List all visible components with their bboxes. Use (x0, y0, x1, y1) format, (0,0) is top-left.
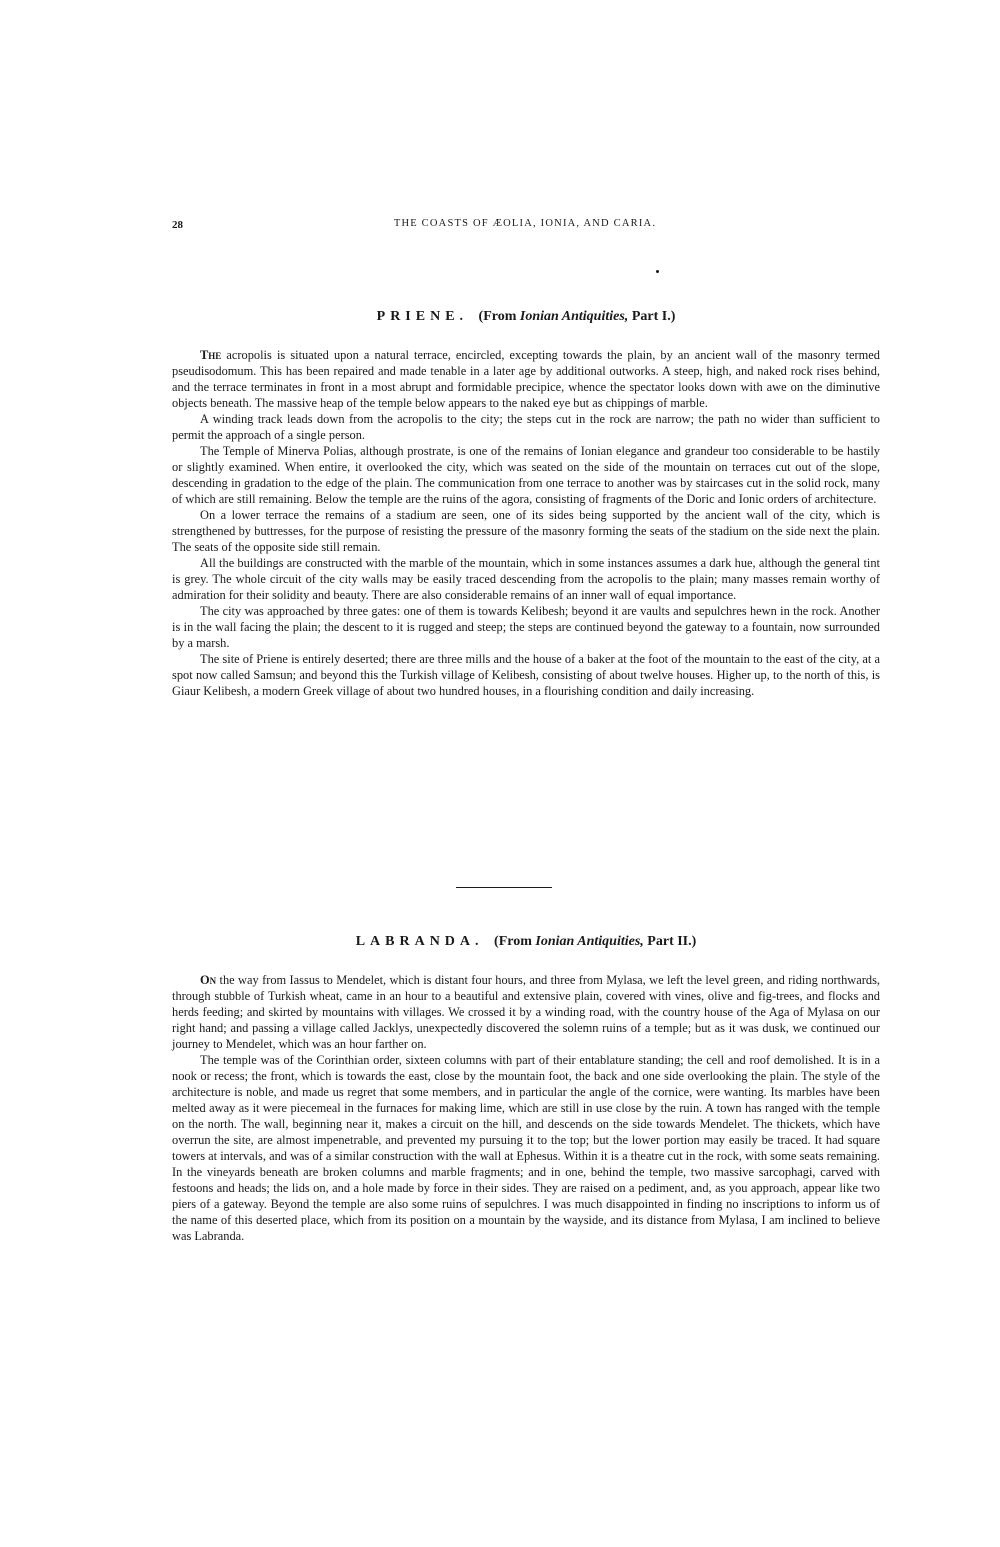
labranda-title (172, 934, 880, 950)
priene-paragraph-3: The Temple of Minerva Polias, although prostrate, is one of the remains of Ionian elegance and grandeur too considerable to be hastily or slightly examined. When entire, it overlooked the city, which was seated on the side of the mountain on terraces cut out of the slope, descending in gradation to the edge of the plain. The communication from one terrace to another was by staircases cut in the solid rock, many of which are still remaining. Below the temple are the ruins of the agora, consisting of fragments of the Doric and Ionic orders of architecture. (172, 444, 880, 506)
priene-section (172, 309, 880, 699)
ornament-dot (656, 270, 659, 273)
page-number: 28 (172, 219, 183, 231)
running-head: THE COASTS OF ÆOLIA, IONIA, AND CARIA. (393, 218, 657, 229)
labranda-section (172, 934, 880, 1244)
priene-title-part: Part I.) (631, 309, 676, 324)
priene-title (172, 309, 880, 325)
priene-paragraph-4: On a lower terrace the remains of a stadium are seen, one of its sides being supported by the ancient wall of the city, which is strengthened by buttresses, for the purpose of resisting the pressure of the masonry forming the seats of the stadium on the side next the plain. The seats of the opposite side still remain. (172, 508, 880, 554)
priene-paragraph-1-lead: The (200, 348, 222, 362)
labranda-title-from: (From (494, 934, 532, 949)
labranda-title-part: Part II.) (647, 934, 697, 949)
labranda-title-source: Ionian Antiquities, (535, 934, 644, 949)
priene-title-source: Ionian Antiquities, (519, 309, 629, 324)
priene-paragraph-6: The city was approached by three gates: one of them is towards Kelibesh; beyond it are vaults and sepulchres hewn in the rock. Another is in the wall facing the plain; the descent to it is rugged and steep; the steps are continued beyond the gateway to a fountain, now surrounded by a marsh. (172, 604, 880, 650)
priene-title-name: PRIENE. (376, 309, 469, 324)
labranda-title-name: LABRANDA. (355, 934, 484, 949)
section-divider (456, 887, 552, 888)
priene-title-from: (From (478, 309, 517, 324)
labranda-paragraph-2: The temple was of the Corinthian order, sixteen columns with part of their entablature standing; the cell and roof demolished. It is in a nook or recess; the front, which is towards the east, close by the mountain foot, the back and one side overlooking the plain. The style of the architecture is noble, and made us regret that some members, and in particular the angle of the cornice, were wanting. Its marbles have been melted away as it were piecemeal in the furnaces for making lime, which are still in use close by the ruin. A town has ranged with the temple on the north. The wall, beginning near it, makes a circuit on the hill, and descends on the side towards Mendelet. The thickets, which have overrun the site, are almost impenetrable, and prevented my pursuing it to the top; but the lower portion may easily be traced. It had square towers at intervals, and was of a similar construction with the wall at Ephesus. Within it is a theatre cut in the rock, with some seats remaining. In the vineyards beneath are broken columns and marble fragments; and in one, behind the temple, two massive sarcophagi, carved with festoons and heads; the lids on, and a hole made by force in their sides. They are raised on a pediment, and, as you approach, appear like two piers of a gateway. Beyond the temple are also some ruins of sepulchres. I was much disappointed in finding no inscriptions to inform us of the name of this deserted place, which from its position on a mountain by the wayside, and its distance from Mylasa, I am inclined to believe was Labranda. (172, 1053, 880, 1243)
labranda-paragraph-1 (172, 972, 880, 1052)
priene-paragraph-1 (172, 347, 880, 411)
priene-paragraph-7: The site of Priene is entirely deserted; there are three mills and the house of a baker at the foot of the mountain to the east of the city, at a spot now called Samsun; and beyond this the Turkish village of Kelibesh, consisting of about twelve houses. Higher up, to the north of this, is Giaur Kelibesh, a modern Greek village of about two hundred houses, in a flourishing condition and daily increasing. (172, 652, 880, 698)
priene-paragraph-2: A winding track leads down from the acropolis to the city; the steps cut in the rock are narrow; the path no wider than sufficient to permit the approach of a single person. (172, 412, 880, 442)
priene-paragraph-1-text: acropolis is situated upon a natural terrace, encircled, excepting towards the plain, by an ancient wall of the masonry termed pseudisodomum. This has been repaired and made tenable in a later age by additional outworks. A steep, high, and naked rock rises behind, and the terrace terminates in front in a most abrupt and formidable precipice, whence the spectator looks down with awe on the diminutive objects beneath. The massive heap of the temple below appears to the naked eye but as chippings of marble. (172, 348, 880, 410)
labranda-paragraph-1-text: the way from Iassus to Mendelet, which is distant four hours, and three from Mylasa, we left the level green, and riding northwards, through stubble of Turkish wheat, came in an hour to a beautiful and extensive plain, covered with vines, olive and fig-trees, and flocks and herds feeding; and skirted by mountains with villages. We crossed it by a winding road, with the country house of the Aga of Mylasa on our right hand; and passing a village called Jacklys, unexpectedly discovered the solemn ruins of a temple; but as it was dusk, we continued our journey to Mendelet, which was an hour farther on. (172, 973, 880, 1051)
priene-paragraph-5: All the buildings are constructed with the marble of the mountain, which in some instances assumes a dark hue, although the general tint is grey. The whole circuit of the city walls may be easily traced descending from the acropolis to the plain; many masses remain worthy of admiration for their solidity and beauty. There are also considerable remains of an inner wall of equal importance. (172, 556, 880, 602)
labranda-paragraph-1-lead: On (200, 973, 217, 987)
